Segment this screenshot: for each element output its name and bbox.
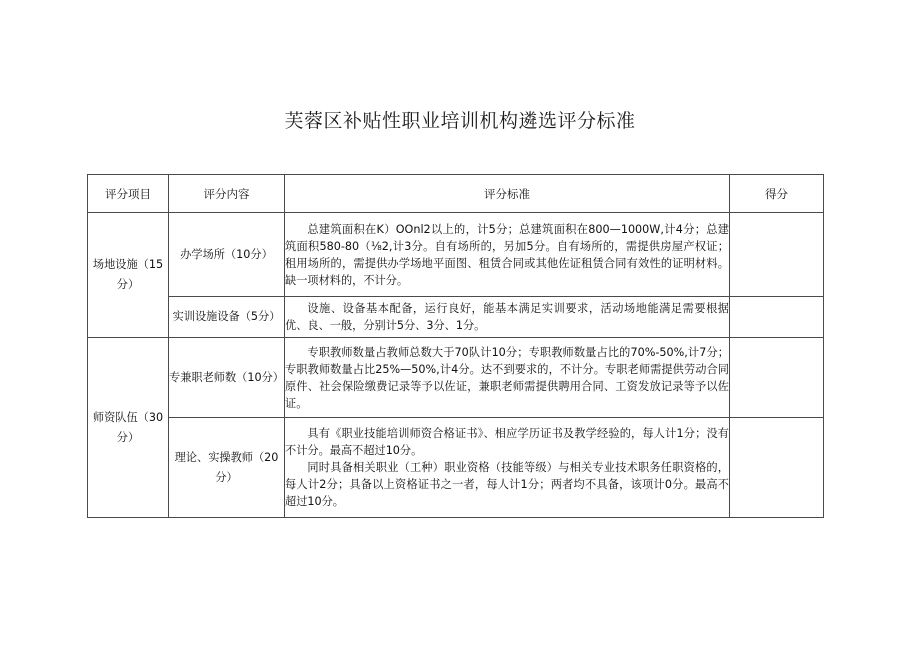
score-cell xyxy=(730,418,824,518)
table-header-row xyxy=(88,175,824,213)
score-cell xyxy=(730,338,824,418)
header-content: 评分内容 xyxy=(169,175,285,213)
content-cell: 办学场所（10分） xyxy=(169,213,285,297)
content-cell: 理论、实操教师（20分） xyxy=(169,418,285,518)
standard-cell xyxy=(285,213,730,297)
standard-cell xyxy=(285,297,730,338)
table-row xyxy=(88,213,824,297)
category-venue: 场地设施（15分） xyxy=(88,213,169,338)
content-cell: 实训设施设备（5分） xyxy=(169,297,285,338)
header-score: 得分 xyxy=(730,175,824,213)
standard-cell xyxy=(285,338,730,418)
standard-paragraph: 设施、设备基本配备，运行良好，能基本满足实训要求，活动场地能满足需要根据优、良、一般，分别计5分、3分、1分。 xyxy=(285,302,729,332)
standard-cell xyxy=(285,418,730,518)
header-item: 评分项目 xyxy=(88,175,169,213)
standard-paragraph: 具有《职业技能培训师资合格证书》、相应学历证书及教学经验的，每人计1分；没有不计分。最高不超过10分。 xyxy=(285,427,729,457)
standard-paragraph: 总建筑面积在K）OOnl2以上的，计5分；总建筑面积在800—1000W,计4分；总建筑面积580-80（⅛2,计3分。自有场所的，另加5分。自有场所的，需提供房屋产权证；租用场所的，需提供办学场地平面图、租赁合同或其他佐证租赁合同有效性的证明材料。缺一项材料的，不计分。 xyxy=(285,222,729,287)
standard-paragraph: 专职教师数量占教师总数大于70队计10分；专职教师数量占比的70%-50%,计7分；专职教师数量占比25%—50%,计4分。达不到要求的，不计分。专职老师需提供劳动合同原件、社会保险缴费记录等予以佐证，兼职老师需提供聘用合同、工资发放记录等予以佐证。 xyxy=(285,345,729,410)
standard-paragraph: 同时具备相关职业（工种）职业资格（技能等级）与相关专业技术职务任职资格的，每人计2分；具备以上资格证书之一者，每人计1分；两者均不具备，该项计0分。最高不超过10分。 xyxy=(285,461,729,508)
table-row xyxy=(88,338,824,418)
scoring-table xyxy=(87,174,824,518)
category-teachers: 师资队伍（30分） xyxy=(88,338,169,518)
header-standard: 评分标准 xyxy=(285,175,730,213)
content-cell: 专兼职老师数（10分） xyxy=(169,338,285,418)
score-cell xyxy=(730,213,824,297)
table-row xyxy=(88,418,824,518)
page-title: 芙蓉区补贴性职业培训机构遴选评分标准 xyxy=(284,110,636,132)
score-cell xyxy=(730,297,824,338)
table-row xyxy=(88,297,824,338)
